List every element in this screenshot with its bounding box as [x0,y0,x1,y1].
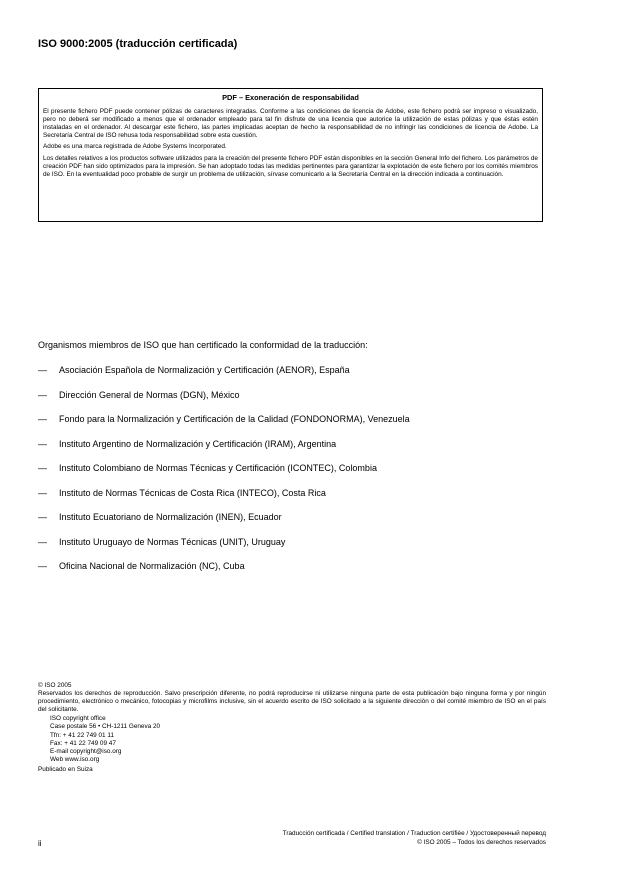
disclaimer-title: PDF – Exoneración de responsabilidad [222,93,359,102]
address-line: Case postale 56 • CH-1211 Geneva 20 [50,723,161,731]
dash: — [38,561,47,571]
address-line: Fax: + 41 22 749 09 47 [50,739,116,747]
rights-statement: Reservados los derechos de reproducción. Salvo prescripción diferente, no podrá reproducirse ni utilizarse ninguna parte de esta publicación bajo ninguna forma y por ningún procedimiento, electrónico o mecánico, fotocopias y microfilms inclusive, sin el acuerdo escrito de ISO solicitado a la siguiente dirección o del comité miembro de ISO en el país del solicitante. [38,690,546,714]
list-item [38,512,410,537]
dash: — [38,365,47,375]
dash: — [38,463,47,473]
page-number: ii [38,839,42,848]
member-name: Instituto Ecuatoriano de Normalización (INEN), Ecuador [59,512,282,522]
list-item [38,488,410,513]
dash: — [38,389,47,400]
member-name: Oficina Nacional de Normalización (NC), Cuba [59,561,245,571]
list-item [38,561,410,586]
list-item [38,537,410,562]
list-item [38,390,410,415]
disclaimer-paragraph: Los detalles relativos a los productos software utilizados para la creación del presente fichero PDF están disponibles en la sección General Info del fichero. Los parámetros de creación PDF han sido optimizados para la impresión. Se han adoptado todas las medidas pertinentes para garantizar la explotación de este fichero por los comités miembros de ISO. En la eventualidad poco probable de surgir un problema de utilización, sírvase comunicarlo a la Secretaría Central en la dirección indicada a continuación. [43,154,538,178]
address-line: Web www.iso.org [50,755,100,763]
footer-copyright: © ISO 2005 – Todos los derechos reservados [417,839,546,846]
document-title: ISO 9000:2005 (traducción certificada) [38,38,238,50]
address-line: E-mail copyright@iso.org [50,747,122,755]
dash: — [38,536,47,547]
disclaimer-paragraph: Adobe es una marca registrada de Adobe Systems Incorporated. [43,143,227,151]
list-item [38,439,410,464]
members-intro: Organismos miembros de ISO que han certificado la conformidad de la traducción: [38,340,368,350]
address-line: ISO copyright office [50,715,106,723]
list-item [38,414,410,439]
list-item [38,463,410,488]
disclaimer-paragraph: El presente fichero PDF puede contener pólizas de caracteres integradas. Conforme a las condiciones de licencia de Adobe, este fichero podrá ser impreso o visualizado, pero no deberá ser modificado a menos que el ordenador empleado para tal fin disfrute de una licencia que autorice la utilización de estas pólizas y que éstas estén instaladas en el ordenador. Al descargar este fichero, las partes implicadas aceptan de hecho la responsabilidad de no infringir las condiciones de licencia de Adobe. La Secretaría Central de ISO rehusa toda responsabilidad sobre esta cuestión. [43,108,538,140]
dash: — [38,512,47,522]
member-name: Instituto Argentino de Normalización y Certificación (IRAM), Argentina [59,438,337,449]
copyright-office-address [38,715,546,764]
copyright-notice: © ISO 2005 [38,682,72,689]
member-name: Instituto Uruguayo de Normas Técnicas (UNIT), Uruguay [59,536,286,547]
member-name: Dirección General de Normas (DGN), México [59,389,240,400]
member-name: Fondo para la Normalización y Certificación de la Calidad (FONDONORMA), Venezuela [59,414,410,424]
pdf-disclaimer-box [38,88,543,222]
translation-note: Traducción certificada / Certified translation / Traduction certifiée / Удостоверенный перевод [282,830,546,837]
footer-notes [283,829,546,847]
dash: — [38,438,47,449]
list-item [38,365,410,390]
address-line: Tfn: + 41 22 749 01 11 [50,731,115,739]
copyright-block [38,682,546,774]
member-list [38,365,410,586]
published-in: Publicado en Suiza [38,765,93,773]
dash: — [38,414,47,424]
dash: — [38,487,47,498]
member-name: Instituto de Normas Técnicas de Costa Rica (INTECO), Costa Rica [59,487,326,498]
member-name: Asociación Española de Normalización y Certificación (AENOR), España [59,365,350,375]
member-name: Instituto Colombiano de Normas Técnicas y Certificación (ICONTEC), Colombia [59,463,377,473]
